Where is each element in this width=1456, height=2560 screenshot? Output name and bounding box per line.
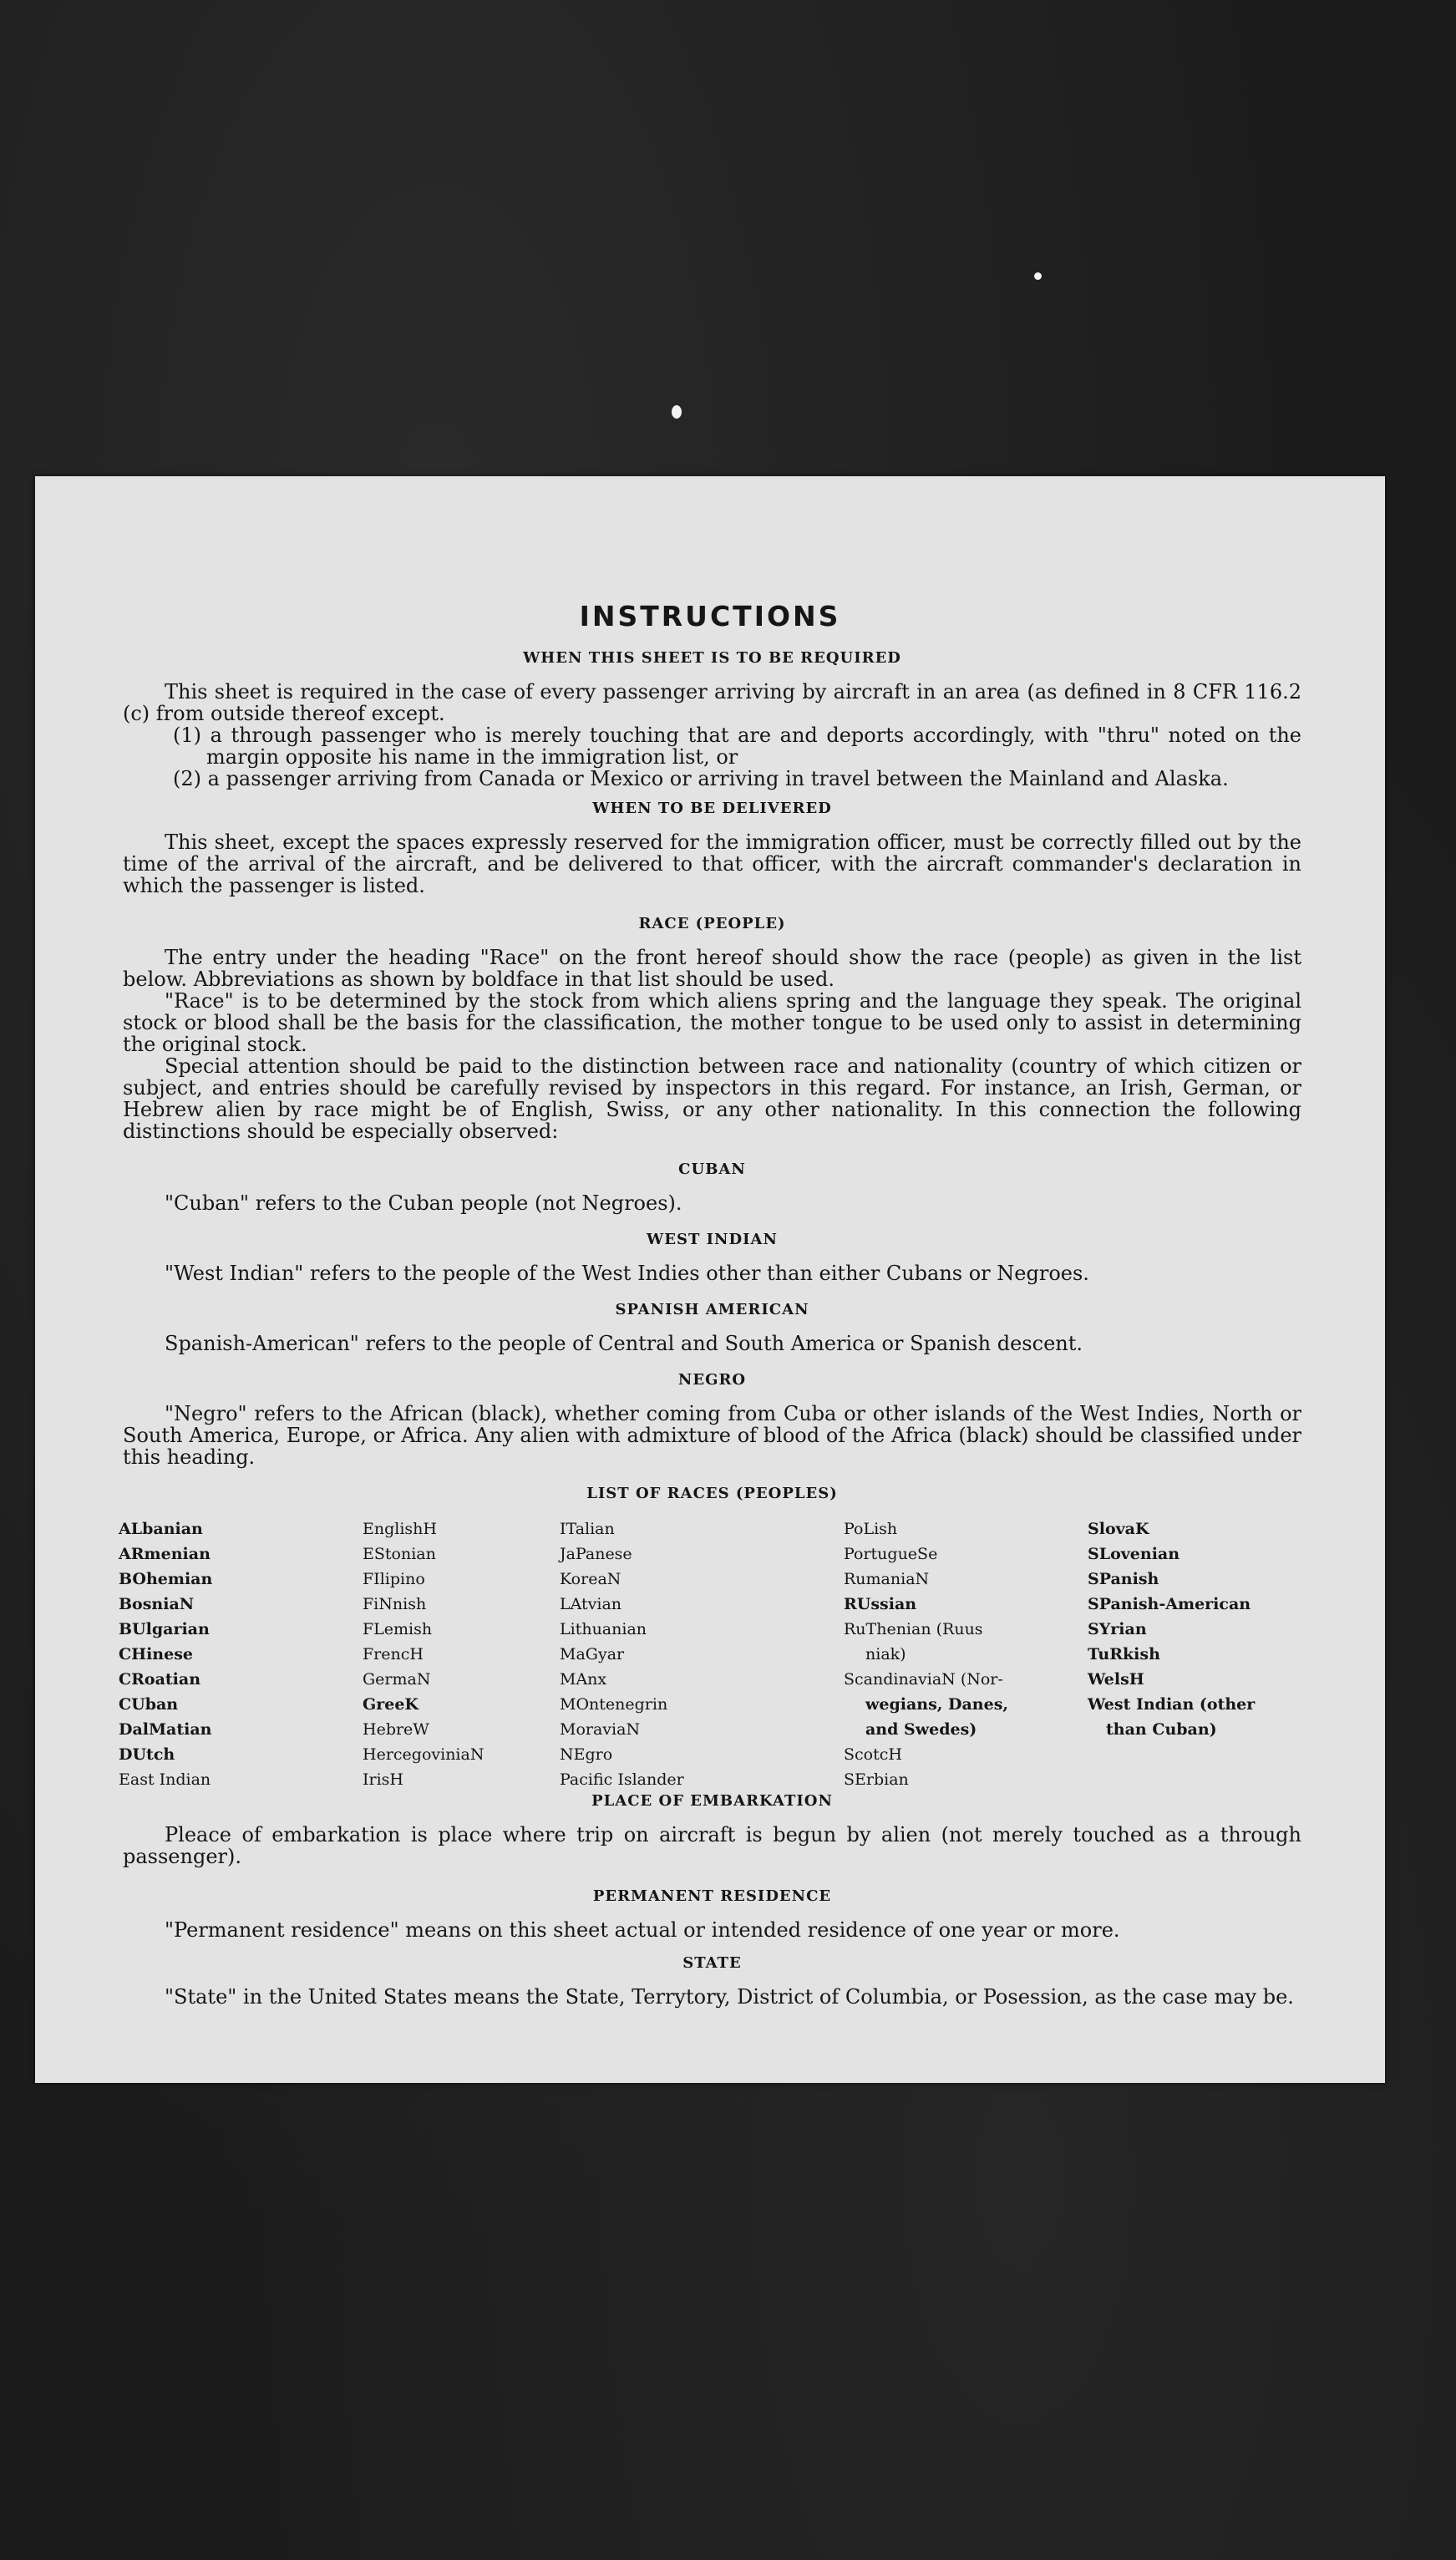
race-entry: wegians, Danes, [865,1695,1008,1714]
instruction-sheet [35,476,1385,2083]
race-entry: BosniaN [119,1595,195,1613]
race-entry: ARmenian [119,1545,211,1563]
section-heading: WEST INDIAN [647,1231,778,1248]
race-entry: MoraviaN [560,1720,641,1739]
race-entry: RUssian [844,1595,917,1613]
list-item: (2) a passenger arriving from Canada or Mexico or arriving in travel between the Mainland and Alaska. [173,767,1229,790]
race-entry: than Cuban) [1106,1720,1217,1739]
race-entry: ScotcH [844,1745,902,1764]
race-entry: SlovaK [1088,1520,1149,1538]
race-entry: FiNnish [363,1595,427,1613]
section-heading: RACE (PEOPLE) [638,915,786,932]
race-entry: SPanish [1088,1570,1159,1588]
section-heading: STATE [682,1954,742,1972]
paragraph: Pleace of embarkation is place where trip on aircraft is begun by alien (not merely touched as a through passenger). [123,1823,1301,1868]
paragraph: This sheet, except the spaces expressly reserved for the immigration officer, must be correctly filled out by the time of the arrival of the aircraft, and be delivered to that officer, with the aircraft commander's declaration in which the passenger is listed. [123,830,1301,897]
race-entry: IrisH [363,1770,403,1789]
speck-mark [672,405,682,419]
section-heading: CUBAN [678,1161,746,1178]
race-entry: ITalian [560,1520,615,1538]
races-column [560,1516,844,1792]
paragraph: "State" in the United States means the State, Terrytory, District of Columbia, or Posession, as the case may be. [165,1985,1294,2009]
race-entry: PoLish [844,1520,898,1538]
race-entry: EnglishH [363,1520,437,1538]
race-entry: MOntenegrin [560,1695,668,1714]
race-entry: MAnx [560,1670,607,1689]
section-heading: LIST OF RACES (PEOPLES) [586,1485,838,1502]
paragraph: Special attention should be paid to the distinction between race and nationality (country of which citizen or subject, and entries should be carefully revised by inspectors in this regard. For instance, an Irish, German, or Hebrew alien by race might be of English, Swiss, or any other nationality. In this connection the following distinctions should be especially observed: [123,1054,1301,1143]
races-list [119,1516,1301,1792]
paragraph: "Race" is to be determined by the stock from which aliens spring and the language they speak. The original stock or blood shall be the basis for the classification, the mother tongue to be used only to assist in determining the original stock. [123,989,1301,1056]
paragraph: "West Indian" refers to the people of the West Indies other than either Cubans or Negroes. [165,1262,1089,1285]
race-entry: GreeK [363,1695,419,1714]
race-entry: ALbanian [119,1520,203,1538]
race-entry: HercegoviniaN [363,1745,484,1764]
sheet-content [119,639,1301,2009]
race-entry: East Indian [119,1770,211,1789]
race-entry: FIlipino [363,1570,425,1588]
race-entry: West Indian (other [1088,1695,1256,1714]
race-entry: FLemish [363,1620,433,1638]
race-entry: and Swedes) [865,1720,977,1739]
races-column [844,1516,1088,1792]
paragraph: The entry under the heading "Race" on the front hereof should show the race (people) as given in the list below. Abbreviations as shown by boldface in that list should be used. [123,946,1301,991]
section-heading: WHEN TO BE DELIVERED [592,800,832,817]
race-entry: SPanish-American [1088,1595,1251,1613]
race-entry: Pacific Islander [560,1770,684,1789]
race-entry: SYrian [1088,1620,1147,1638]
races-column [119,1516,363,1792]
race-entry: HebreW [363,1720,429,1739]
section-heading: WHEN THIS SHEET IS TO BE REQUIRED [523,649,901,667]
race-entry: PortugueSe [844,1545,938,1563]
race-entry: BOhemian [119,1570,213,1588]
race-entry: DalMatian [119,1720,212,1739]
paragraph: "Negro" refers to the African (black), whether coming from Cuba or other islands of the West Indies, North or South America, Europe, or Africa. Any alien with admixture of blood of the Africa (black) should be classified under this heading. [123,1402,1301,1469]
list-item: (1) a through passenger who is merely touching that are and deports accordingly, with "thru" noted on the margin opposite his name in the immigration list, or [173,724,1301,769]
race-entry: LAtvian [560,1595,622,1613]
race-entry: SErbian [844,1770,909,1789]
race-entry: NEgro [560,1745,613,1764]
paragraph: This sheet is required in the case of every passenger arriving by aircraft in an area (as defined in 8 CFR 116.2 (c) from outside thereof except. [123,680,1301,725]
section-heading: PERMANENT RESIDENCE [592,1887,832,1905]
race-entry: RumaniaN [844,1570,930,1588]
race-entry: SLovenian [1088,1545,1180,1563]
race-entry: ScandinaviaN (Nor- [844,1670,1003,1689]
race-entry: niak) [865,1645,906,1663]
race-entry: MaGyar [560,1645,625,1663]
race-entry: RuThenian (Ruus [844,1620,983,1638]
race-entry: TuRkish [1088,1645,1160,1663]
page-title: INSTRUCTIONS [579,600,841,632]
paragraph: Spanish-American" refers to the people of Central and South America or Spanish descent. [165,1332,1083,1355]
race-entry: GermaN [363,1670,431,1689]
race-entry: JaPanese [560,1545,632,1563]
speck-mark [1034,272,1042,280]
race-entry: WelsH [1088,1670,1144,1689]
section-heading: SPANISH AMERICAN [615,1301,809,1318]
races-column [1088,1516,1305,1792]
race-entry: KoreaN [560,1570,621,1588]
race-entry: BUlgarian [119,1620,210,1638]
race-entry: Lithuanian [560,1620,647,1638]
section-heading: PLACE OF EMBARKATION [591,1792,833,1810]
race-entry: CUban [119,1695,179,1714]
section-heading: NEGRO [677,1371,747,1389]
race-entry: CHinese [119,1645,193,1663]
race-entry: FrencH [363,1645,424,1663]
paragraph: "Permanent residence" means on this sheet actual or intended residence of one year or more. [165,1918,1120,1942]
races-column [363,1516,560,1792]
race-entry: CRoatian [119,1670,201,1689]
race-entry: DUtch [119,1745,175,1764]
race-entry: EStonian [363,1545,436,1563]
paragraph: "Cuban" refers to the Cuban people (not Negroes). [165,1191,682,1215]
